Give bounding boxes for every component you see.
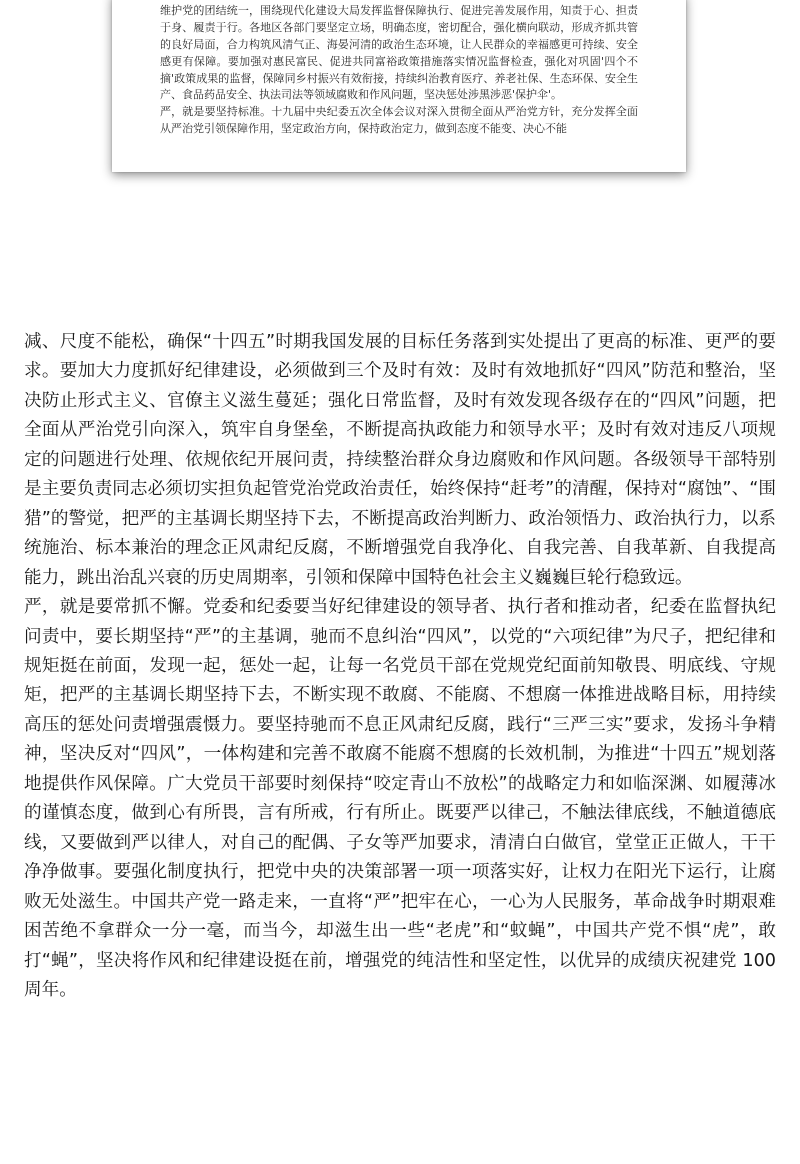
- preview-paragraph: 严，就是要坚持标准。十九届中央纪委五次全体会议对深入贯彻全面从严治党方针，充分发挥全面从严治党引领保障作用，坚定政治方向，保持政治定力，做到态度不能变、决心不能: [160, 105, 638, 136]
- article-paragraph: 严，就是要常抓不懈。党委和纪委要当好纪律建设的领导者、执行者和推动者，纪委在监督执纪问责中，要长期坚持“严”的主基调，驰而不息纠治“四风”，以党的“六项纪律”为尺子，把纪律和规矩挺在前面，发现一起，惩处一起，让每一名党员干部在党规党纪面前知敬畏、明底线、守规矩，把严的主基调长期坚持下去，不断实现不敢腐、不能腐、不想腐一体推进战略目标，用持续高压的惩处问责增强震慑力。要坚持驰而不息正风肃纪反腐，践行“三严三实”要求，发扬斗争精神，坚决反对“四风”，一体构建和完善不敢腐不能腐不想腐的长效机制，为推进“十四五”规划落地提供作风保障。广大党员干部要时刻保持“咬定青山不放松”的战略定力和如临深渊、如履薄冰的谨慎态度，做到心有所畏，言有所戒，行有所止。既要严以律己，不触法律底线，不触道德底线，又要做到严以律人，对自己的配偶、子女等严加要求，清清白白做官，堂堂正正做人，干干净净做事。要强化制度执行，把党中央的决策部署一项一项落实好，让权力在阳光下运行，让腐败无处滋生。中国共产党一路走来，一直将“严”把牢在心，一心为人民服务，革命战争时期艰难困苦绝不拿群众一分一毫，而当今，却滋生出一些“老虎”和“蚊蝇”，中国共产党不惧“虎”，敢打“蝇”，坚决将作风和纪律建设挺在前，增强党的纯洁性和坚定性，以优异的成绩庆祝建党 100 周年。: [24, 597, 776, 1000]
- article-body: [24, 328, 776, 1005]
- preview-paragraph: 维护党的团结统一，围绕现代化建设大局发挥监督保障执行、促进完善发展作用，知责于心、担责于身、履责于行。各地区各部门要坚定立场，明确态度，密切配合，强化横向联动，形成齐抓共管的良好局面，合力构筑风清气正、海晏河清的政治生态环境，让人民群众的幸福感更可持续、安全感更有保障。要加强对惠民富民、促进共同富裕政策措施落实情况监督检查，强化对巩固'四个不摘'政策成果的监督，保障同乡村振兴有效衔接，持续纠治教育医疗、养老社保、生态环保、安全生产、食品药品安全、执法司法等领域腐败和作风问题，坚决惩处涉黑涉恶'保护伞'。: [160, 3, 638, 102]
- preview-text: [160, 0, 638, 138]
- article-paragraph: 减、尺度不能松，确保“十四五”时期我国发展的目标任务落到实处提出了更高的标准、更严的要求。要加大力度抓好纪律建设，必须做到三个及时有效：及时有效地抓好“四风”防范和整治，坚决防止形式主义、官僚主义滋生蔓延；强化日常监督，及时有效发现各级存在的“四风”问题，把全面从严治党引向深入，筑牢自身堡垒，不断提高执政能力和领导水平；及时有效对违反八项规定的问题进行处理、依规依纪开展问责，持续整治群众身边腐败和作风问题。各级领导干部特别是主要负责同志必须切实担负起管党治党政治责任，始终保持“赶考”的清醒，保持对“腐蚀”、“围猎”的警觉，把严的主基调长期坚持下去，不断提高政治判断力、政治领悟力、政治执行力，以系统施治、标本兼治的理念正风肃纪反腐，不断增强党自我净化、自我完善、自我革新、自我提高能力，跳出治乱兴衰的历史周期率，引领和保障中国特色社会主义巍巍巨轮行稳致远。: [24, 332, 776, 588]
- page-preview-card: [112, 0, 686, 172]
